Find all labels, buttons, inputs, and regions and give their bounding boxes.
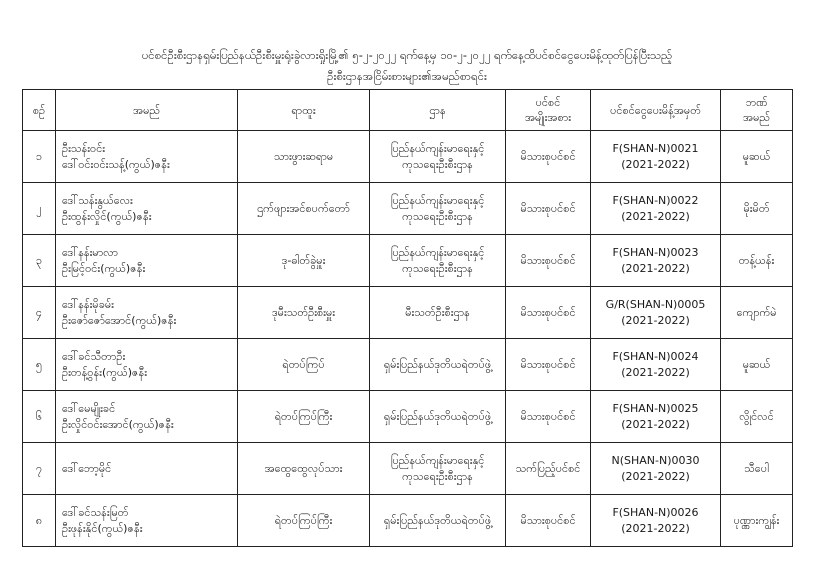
cell-no [23, 443, 56, 495]
cell-rank [238, 495, 370, 547]
cell-bank [721, 391, 793, 443]
cell-name-text: ဒေါ်နန်းမာလာ [62, 245, 119, 259]
cell-bank-text: မိုးမိတ် [743, 201, 770, 215]
cell-order-number-text: (2021-2022) [621, 313, 690, 327]
cell-order-number-text: (2021-2022) [621, 417, 690, 431]
cell-no-text: ၃ [35, 253, 43, 267]
cell-pension-type-text: မိသားစုပင်စင် [520, 357, 576, 371]
cell-bank-text: မူဆယ် [742, 357, 771, 371]
header-rank: ရာထူး [238, 90, 370, 131]
cell-order-number [591, 443, 721, 495]
cell-order-number [591, 183, 721, 235]
cell-rank [238, 131, 370, 183]
cell-department [370, 287, 506, 339]
cell-rank-text: သားဖွားဆရာမ [273, 149, 334, 163]
cell-pension-type-text: မိသားစုပင်စင် [520, 409, 576, 423]
cell-department-text: ကုသရေးဦးစီးဌာန [402, 157, 473, 171]
cell-name-text: ဒေါ်သန်းနွယ်လေး [62, 193, 133, 207]
header-bank [721, 90, 793, 131]
cell-bank [721, 443, 793, 495]
cell-order-number-text: F(SHAN-N)0026 [612, 505, 699, 519]
cell-order-number-text: F(SHAN-N)0022 [612, 193, 699, 207]
cell-order-number [591, 339, 721, 391]
cell-bank [721, 495, 793, 547]
cell-pension-type-text: သက်ပြည့်ပင်စင် [515, 461, 581, 475]
cell-name-text: ဒေါ်ဘော့မိုင် [62, 461, 112, 475]
cell-department [370, 495, 506, 547]
cell-bank-text: သီပေါ [744, 461, 769, 475]
cell-name-text: ဦးလှိုင်ဝင်းအောင်(ကွယ်)ဇနီး [62, 417, 174, 431]
cell-pension-type-text: မိသားစုပင်စင် [520, 253, 576, 267]
cell-rank-text: အထွေထွေလုပ်သား [264, 461, 343, 475]
cell-order-number-text: N(SHAN-N)0030 [611, 453, 700, 467]
cell-department-text: ပြည်နယ်ကျန်းမာရေးနှင့် [390, 245, 485, 259]
cell-department-text: ပြည်နယ်ကျန်းမာရေးနှင့် [390, 141, 485, 155]
cell-name-text: ဦးသန်းဝင်း [62, 141, 106, 155]
table-body [23, 131, 793, 547]
cell-name-text: ဒေါ်ဝင်းဝင်းသန့်(ကွယ်)ဇနီး [62, 157, 170, 171]
cell-rank [238, 287, 370, 339]
cell-bank [721, 287, 793, 339]
header-department: ဌာန [370, 90, 506, 131]
cell-pension-type [506, 339, 591, 391]
cell-name [56, 495, 238, 547]
cell-no-text: ၅ [35, 357, 43, 371]
title-line-1: ပင်စင်ဦးစီးဌာနရှမ်းပြည်နယ်ဦးစီးမှူးရုံးခွဲလားရှိုးမြို့၏ ၅-၂-၂၀၂၂ ရက်နေ့မှ ၁၀-၂-၂၀၂၂ ရက်နေ့ထိပင်စင်ငွေပေးမိန့်ထုတ်ပြန်ပြီးသည့် [141, 48, 673, 62]
cell-order-number [591, 235, 721, 287]
table-row [23, 131, 793, 183]
cell-department-text: ကုသရေးဦးစီးဌာန [402, 209, 473, 223]
cell-rank [238, 183, 370, 235]
cell-bank-text: ကျောက်မဲ [736, 305, 777, 319]
cell-rank-text: ဒု-ဓါတ်ခွဲမှူး [281, 253, 326, 267]
cell-order-number-text: (2021-2022) [621, 157, 690, 171]
cell-department-text: မီးသတ်ဦးစီးဌာန [405, 305, 470, 319]
cell-pension-type [506, 183, 591, 235]
table-row [23, 339, 793, 391]
cell-name [56, 339, 238, 391]
cell-no [23, 287, 56, 339]
header-no: စဉ် [23, 90, 56, 131]
header-row [23, 90, 793, 131]
cell-name-text: ဒေါ်ခင်သီတာဦး [62, 349, 126, 363]
header-pension-type [506, 90, 591, 131]
cell-bank [721, 235, 793, 287]
table-row [23, 391, 793, 443]
cell-order-number-text: (2021-2022) [621, 469, 690, 483]
header-pension-type-l2: အမျိုးအစား [524, 111, 572, 124]
cell-order-number-text: F(SHAN-N)0025 [612, 401, 699, 415]
cell-name-text: ဒေါ်မေမျိုးခင် [62, 401, 116, 415]
cell-order-number-text: F(SHAN-N)0023 [612, 245, 699, 259]
cell-rank-text: ရဲတပ်ကြပ်ကြီး [274, 409, 333, 423]
cell-bank [721, 131, 793, 183]
cell-no [23, 391, 56, 443]
cell-pension-type [506, 287, 591, 339]
cell-department [370, 131, 506, 183]
table-row [23, 495, 793, 547]
cell-no-text: ၁ [35, 149, 43, 163]
cell-pension-type-text: မိသားစုပင်စင် [520, 513, 576, 527]
cell-department [370, 391, 506, 443]
cell-name-text: ဦးထွန်းလှိုင်(ကွယ်)ဇနီး [62, 209, 152, 223]
cell-name-text: ဦးဇော်ဇော်အောင်(ကွယ်)ဇနီး [62, 313, 177, 327]
cell-department-text: ကုသရေးဦးစီးဌာန [402, 261, 473, 275]
cell-name-text: ဒေါ်ခင်သန်းမြတ် [62, 505, 129, 519]
cell-no [23, 131, 56, 183]
table-row [23, 443, 793, 495]
cell-rank [238, 339, 370, 391]
cell-no [23, 235, 56, 287]
cell-rank [238, 235, 370, 287]
cell-pension-type-text: မိသားစုပင်စင် [520, 149, 576, 163]
cell-bank-text: တန့်ယန်း [738, 253, 775, 267]
header-name: အမည် [56, 90, 238, 131]
cell-order-number-text: F(SHAN-N)0024 [612, 349, 699, 363]
cell-name-text: ဒေါ်နန်းမိုခမ်း [62, 297, 114, 311]
cell-bank-text: လွိုင်လင် [739, 409, 774, 423]
cell-pension-type-text: မိသားစုပင်စင် [520, 201, 576, 215]
cell-department-text: ပြည်နယ်ကျန်းမာရေးနှင့် [390, 453, 485, 467]
cell-name [56, 443, 238, 495]
title-line-2: ဦးစီးဌာနအငြိမ်းစားများ၏အမည်စာရင်း [327, 69, 487, 83]
cell-name-text: ဦးဖုန်းနိုင်(ကွယ်)ဇနီး [62, 521, 143, 535]
cell-pension-type [506, 235, 591, 287]
cell-name [56, 131, 238, 183]
cell-department-text: ကုသရေးဦးစီးဌာန [402, 469, 473, 483]
cell-no-text: ၇ [35, 461, 43, 475]
table-row [23, 287, 793, 339]
cell-no [23, 183, 56, 235]
cell-rank-text: ရဲတပ်ကြပ် [282, 357, 325, 371]
header-order-number: ပင်စင်ငွေပေးမိန့်အမှတ် [591, 90, 721, 131]
cell-name [56, 183, 238, 235]
cell-bank [721, 339, 793, 391]
cell-order-number-text: (2021-2022) [621, 261, 690, 275]
cell-name-text: ဦးတန့်ဝွန်း(ကွယ်)ဇနီး [62, 365, 148, 379]
cell-department-text: ပြည်နယ်ကျန်းမာရေးနှင့် [390, 193, 485, 207]
cell-rank [238, 443, 370, 495]
cell-order-number [591, 131, 721, 183]
cell-bank-text: မူဆယ် [742, 149, 771, 163]
cell-no-text: ၄ [35, 305, 43, 319]
table-row [23, 235, 793, 287]
cell-pension-type [506, 131, 591, 183]
cell-order-number-text: G/R(SHAN-N)0005 [605, 297, 706, 311]
cell-order-number-text: (2021-2022) [621, 209, 690, 223]
header-bank-l1: ဘဏ် [745, 96, 768, 109]
cell-name-text: ဦးမြင့်ဝင်း(ကွယ်)ဇနီး [62, 261, 146, 275]
cell-rank [238, 391, 370, 443]
cell-department-text: ရှမ်းပြည်နယ်ဒုတိယရဲတပ်ဖွဲ့ [383, 513, 492, 527]
header-pension-type-l1: ပင်စင် [535, 96, 561, 109]
cell-rank-text: ဌက်ဖျားအင်စပက်တော် [257, 201, 350, 215]
cell-no-text: ၂ [36, 201, 42, 215]
cell-pension-type [506, 495, 591, 547]
cell-department-text: ရှမ်းပြည်နယ်ဒုတိယရဲတပ်ဖွဲ့ [383, 409, 492, 423]
table-row [23, 183, 793, 235]
cell-name [56, 391, 238, 443]
cell-no-text: ၈ [35, 513, 43, 527]
cell-department [370, 443, 506, 495]
cell-no-text: ၆ [35, 409, 43, 423]
cell-name [56, 287, 238, 339]
cell-department [370, 339, 506, 391]
cell-order-number-text: (2021-2022) [621, 365, 690, 379]
cell-rank-text: ဒုမီးသတ်ဦးစီးမှူး [271, 305, 336, 319]
cell-order-number-text: (2021-2022) [621, 521, 690, 535]
cell-order-number [591, 287, 721, 339]
cell-bank [721, 183, 793, 235]
cell-pension-type-text: မိသားစုပင်စင် [520, 305, 576, 319]
cell-pension-type [506, 443, 591, 495]
header-bank-l2: အမည် [742, 111, 771, 124]
cell-department [370, 235, 506, 287]
cell-rank-text: ရဲတပ်ကြပ်ကြီး [274, 513, 333, 527]
cell-pension-type [506, 391, 591, 443]
cell-order-number-text: F(SHAN-N)0021 [612, 141, 699, 155]
cell-name [56, 235, 238, 287]
cell-order-number [591, 391, 721, 443]
cell-order-number [591, 495, 721, 547]
cell-no [23, 495, 56, 547]
cell-no [23, 339, 56, 391]
cell-bank-text: ပုဏ္ဏားကျွန်း [733, 513, 780, 527]
pension-table [22, 89, 793, 547]
cell-department [370, 183, 506, 235]
cell-department-text: ရှမ်းပြည်နယ်ဒုတိယရဲတပ်ဖွဲ့ [383, 357, 492, 371]
